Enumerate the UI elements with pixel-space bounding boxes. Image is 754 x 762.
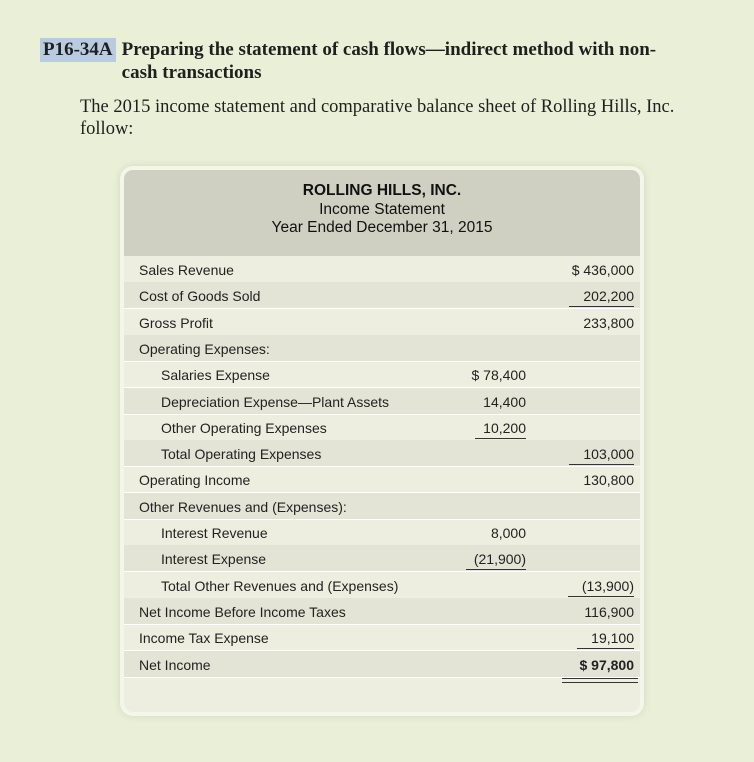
row-subtotal-amount: 8,000 xyxy=(490,525,526,541)
row-total-amount: 130,800 xyxy=(583,472,634,489)
row-total-amount: 233,800 xyxy=(583,314,634,331)
row-label: Interest Revenue xyxy=(161,525,268,541)
row-total-amount: 19,100 xyxy=(577,630,634,649)
row-total-amount: 116,900 xyxy=(584,603,634,620)
statement-row xyxy=(124,361,640,388)
row-label: Sales Revenue xyxy=(139,262,234,278)
row-label: Depreciation Expense—Plant Assets xyxy=(161,393,390,410)
row-label: Other Operating Expenses xyxy=(161,419,327,436)
statement-row xyxy=(124,440,640,467)
row-subtotal-amount: 10,200 xyxy=(475,420,526,439)
row-total-amount: 202,200 xyxy=(569,288,634,307)
problem-heading xyxy=(40,38,730,84)
row-label: Income Tax Expense xyxy=(139,630,269,647)
statement-period: Year Ended December 31, 2015 xyxy=(271,219,493,236)
problem-intro: The 2015 income statement and comparative balance sheet of Rolling Hills, Inc. follow: xyxy=(80,97,675,139)
double-underline xyxy=(562,682,638,683)
problem-id: P16-34A xyxy=(40,38,116,62)
statement-row xyxy=(124,282,640,309)
statement-row xyxy=(124,256,640,283)
row-label: Other Revenues and (Expenses): xyxy=(139,498,347,515)
statement-row xyxy=(124,414,640,441)
statement-header xyxy=(124,170,640,256)
row-label: Interest Expense xyxy=(161,551,267,568)
row-label: Total Other Revenues and (Expenses) xyxy=(161,577,399,594)
statement-row xyxy=(124,545,640,572)
company-name: ROLLING HILLS, INC. xyxy=(302,182,462,199)
statement-row xyxy=(124,624,640,651)
row-subtotal-amount: $ 78,400 xyxy=(471,367,526,384)
problem-title: Preparing the statement of cash flows—indirect method with non-cash transactions xyxy=(121,39,657,83)
row-label: Gross Profit xyxy=(139,314,213,331)
statement-row xyxy=(124,335,640,362)
row-subtotal-amount: (21,900) xyxy=(466,551,526,570)
row-label: Net Income Before Income Taxes xyxy=(139,603,346,620)
statement-name: Income Statement xyxy=(319,200,445,218)
row-label: Net Income xyxy=(139,656,211,673)
row-total-amount: $ 436,000 xyxy=(571,262,634,278)
statement-row xyxy=(124,519,640,546)
row-label: Operating Income xyxy=(139,472,251,489)
statement-row xyxy=(124,651,640,678)
row-total-amount: (13,900) xyxy=(568,578,634,597)
row-total-amount: 103,000 xyxy=(569,446,634,465)
row-label: Cost of Goods Sold xyxy=(139,288,261,305)
double-underline xyxy=(562,678,638,679)
row-subtotal-amount: 14,400 xyxy=(483,393,526,410)
row-label: Operating Expenses: xyxy=(139,340,270,357)
statement-row xyxy=(124,309,640,336)
statement-row xyxy=(124,388,640,415)
row-total-amount: $ 97,800 xyxy=(579,656,634,673)
statement-row xyxy=(124,572,640,599)
statement-row xyxy=(124,598,640,625)
row-label: Salaries Expense xyxy=(161,367,270,384)
statement-row xyxy=(124,466,640,493)
statement-row xyxy=(124,493,640,520)
row-label: Total Operating Expenses xyxy=(161,446,322,463)
income-statement-card xyxy=(124,170,640,712)
